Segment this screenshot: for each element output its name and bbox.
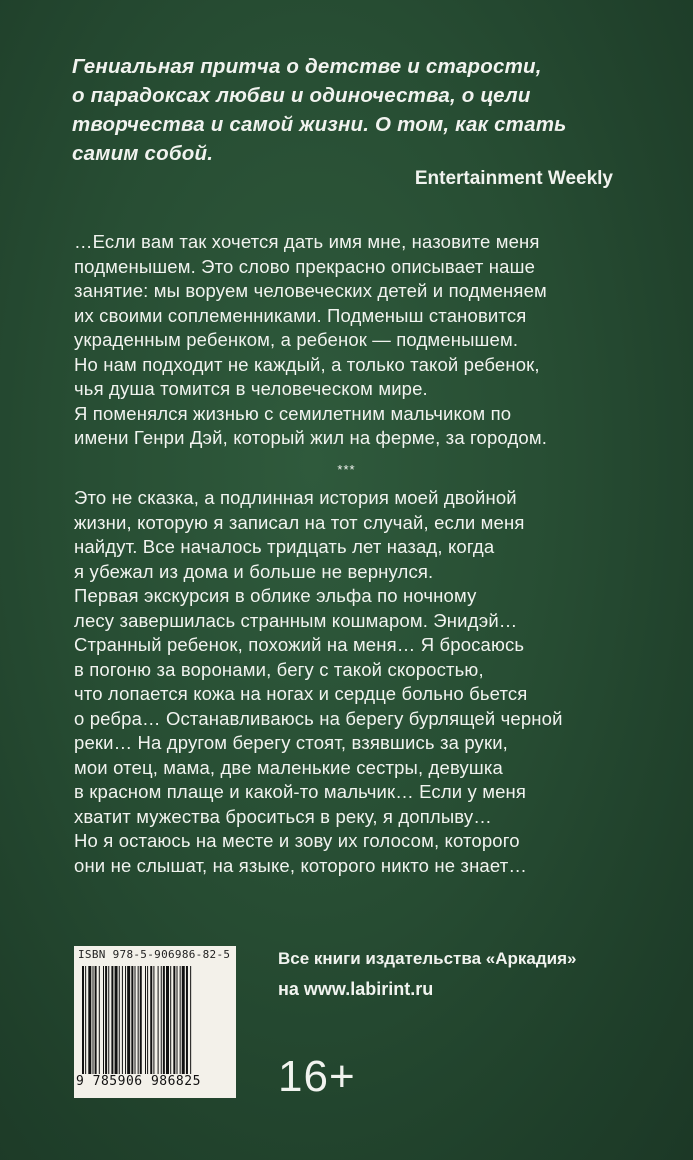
text-line: я убежал из дома и больше не вернулся. bbox=[74, 560, 434, 582]
text-line: лесу завершилась странным кошмаром. Энидэй… bbox=[74, 609, 518, 631]
text-line: чья душа томится в человеческом мире. bbox=[74, 378, 428, 399]
blurb-quote bbox=[72, 52, 632, 168]
quote-line: творчества и самой жизни. О том, как стать bbox=[72, 113, 567, 136]
quote-line: самим собой. bbox=[72, 142, 214, 165]
quote-line: о парадоксах любви и одиночества, о цели bbox=[72, 84, 531, 107]
text-line: что лопается кожа на ногах и сердце больно бьется bbox=[74, 683, 528, 704]
text-line: в красном плаще и какой-то мальчик… Если у меня bbox=[74, 781, 527, 802]
barcode-digits: 9 785906 986825 bbox=[76, 1074, 201, 1089]
text-line: мои отец, мама, две маленькие сестры, девушка bbox=[74, 756, 503, 778]
promo-text: Все книги издательства «Аркадия» bbox=[278, 949, 577, 968]
text-line: Я поменялся жизнью с семилетним мальчиком по bbox=[74, 402, 512, 424]
promo-website: на www.labirint.ru bbox=[278, 979, 434, 999]
quote-line: Гениальная притча о детстве и старости, bbox=[72, 55, 542, 78]
text-line: они не слышат, на языке, которого никто не знает… bbox=[74, 854, 527, 876]
isbn-barcode bbox=[74, 946, 236, 1098]
text-line: Это не сказка, а подлинная история моей двойной bbox=[74, 487, 517, 508]
quote-source: Entertainment Weekly bbox=[414, 168, 613, 189]
text-line: имени Генри Дэй, который жил на ферме, за городом. bbox=[74, 427, 547, 448]
text-line: Но я остаюсь на месте и зову их голосом, которого bbox=[74, 830, 520, 851]
text-line: Странный ребенок, похожий на меня… Я бросаюсь bbox=[74, 634, 525, 655]
text-line: Первая экскурсия в облике эльфа по ночному bbox=[74, 585, 477, 606]
section-separator: *** bbox=[337, 462, 356, 477]
text-line: занятие: мы воруем человеческих детей и подменяем bbox=[74, 280, 547, 301]
text-line: хватит мужества броситься в реку, я доплыву… bbox=[74, 805, 492, 827]
text-line: найдут. Все началось тридцать лет назад, когда bbox=[74, 536, 495, 557]
text-line: Но нам подходит не каждый, а только такой ребенок, bbox=[74, 353, 540, 375]
text-line: подменышем. Это слово прекрасно описывает наше bbox=[74, 255, 536, 277]
text-line: о ребра… Останавливаюсь на берегу бурлящей черной bbox=[74, 707, 563, 729]
text-line: …Если вам так хочется дать имя мне, назовите меня bbox=[74, 231, 540, 252]
barcode-bars bbox=[80, 966, 230, 1076]
text-line: реки… На другом берегу стоят, взявшись за руки, bbox=[74, 732, 508, 753]
description-paragraph-1 bbox=[74, 230, 634, 451]
text-line: в погоню за воронами, бегу с такой скоростью, bbox=[74, 658, 484, 680]
age-rating: 16+ bbox=[278, 1052, 356, 1101]
text-line: жизни, которую я записал на тот случай, если меня bbox=[74, 511, 525, 533]
text-line: украденным ребенком, а ребенок — подменышем. bbox=[74, 329, 519, 350]
description-paragraph-2 bbox=[74, 486, 634, 878]
text-line: их своими соплеменниками. Подменыш становится bbox=[74, 304, 527, 326]
publisher-promo bbox=[278, 944, 576, 1004]
isbn-number: ISBN 978-5-906986-82-5 bbox=[78, 948, 231, 961]
